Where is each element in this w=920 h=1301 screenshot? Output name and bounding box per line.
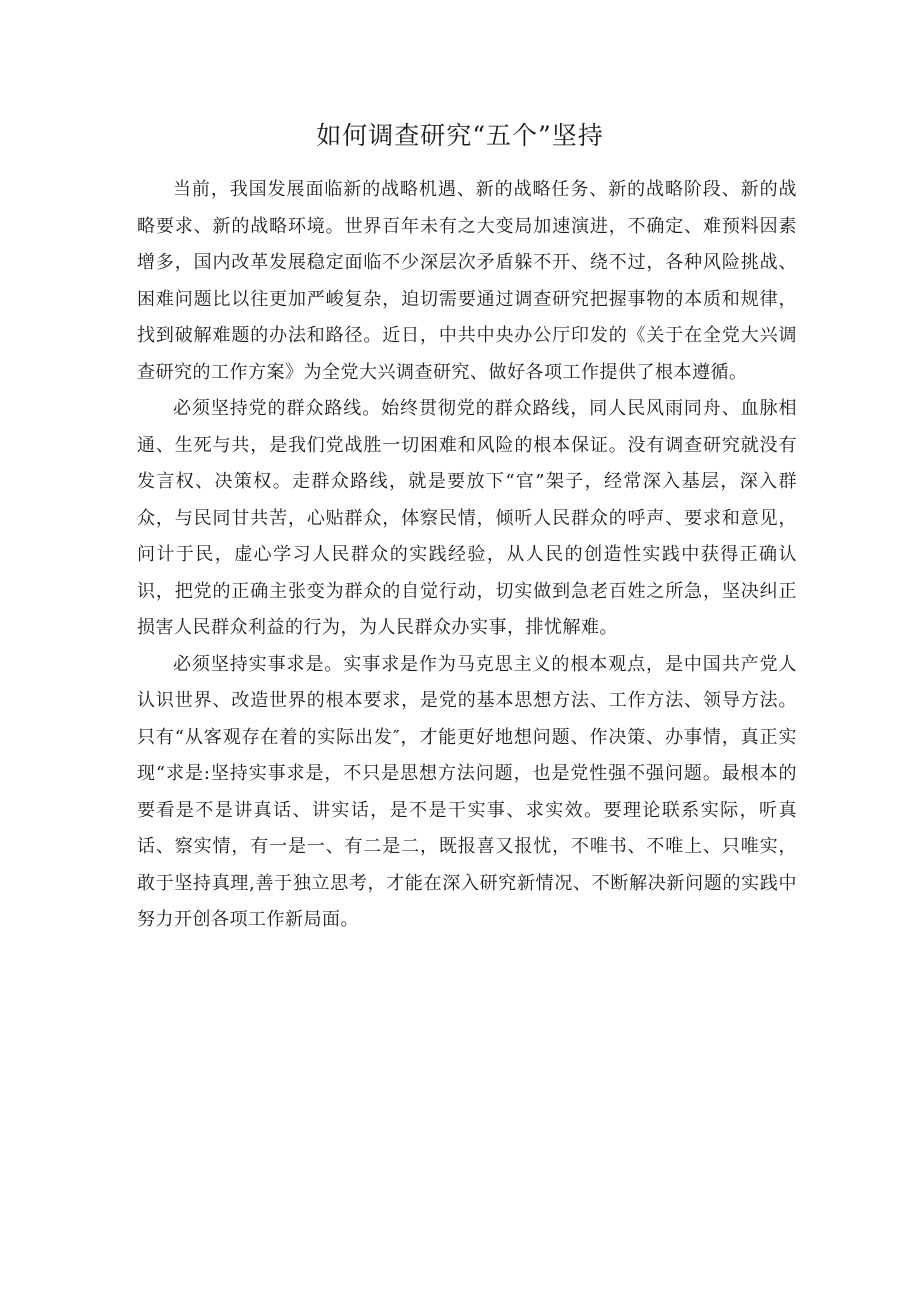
document-title: 如何调查研究“五个”坚持	[316, 121, 604, 150]
paragraph-intro: 当前，我国发展面临新的战略机遇、新的战略任务、新的战略阶段、新的战略要求、新的战略环境。世界百年未有之大变局加速演进，不确定、难预料因素增多，国内改革发展稳定面临不少深层次矛盾躲不开、绕不过，各种风险挑战、困难问题比以往更加严峻复杂，迫切需要通过调查研究把握事物的本质和规律，找到破解难题的办法和路径。近日，中共中央办公厅印发的《关于在全党大兴调查研究的工作方案》为全党大兴调查研究、做好各项工作提供了根本遵循。	[137, 179, 797, 383]
document-body	[137, 172, 797, 939]
paragraph-seek-truth: 必须坚持实事求是。实事求是作为马克思主义的根本观点，是中国共产党人认识世界、改造世界的根本要求，是党的基本思想方法、工作方法、领导方法。只有“从客观存在着的实际出发″，才能更好地想问题、作决策、办事情，真正实现“求是:坚持实事求是，不只是思想方法问题，也是党性强不强问题。最根本的要看是不是讲真话、讲实话，是不是干实事、求实效。要理论联系实际，听真话、察实情，有一是一、有二是二，既报喜又报忧，不唯书、不唯上、只唯实，敢于坚持真理,善于独立思考，才能在深入研究新情况、不断解决新问题的实践中努力开创各项工作新局面。	[137, 653, 797, 930]
paragraph-mass-line: 必须坚持党的群众路线。始终贯彻党的群众路线，同人民风雨同舟、血脉相通、生死与共，是我们党战胜一切困难和风险的根本保证。没有调查研究就没有发言权、决策权。走群众路线，就是要放下“官”架子，经常深入基层，深入群众，与民同甘共苦，心贴群众，体察民情，倾听人民群众的呼声、要求和意见，问计于民，虚心学习人民群众的实践经验，从人民的创造性实践中获得正确认识，把党的正确主张变为群众的自觉行动，切实做到急老百姓之所急，坚决纠正损害人民群众利益的行为，为人民群众办实事，排忧解难。	[137, 398, 797, 638]
